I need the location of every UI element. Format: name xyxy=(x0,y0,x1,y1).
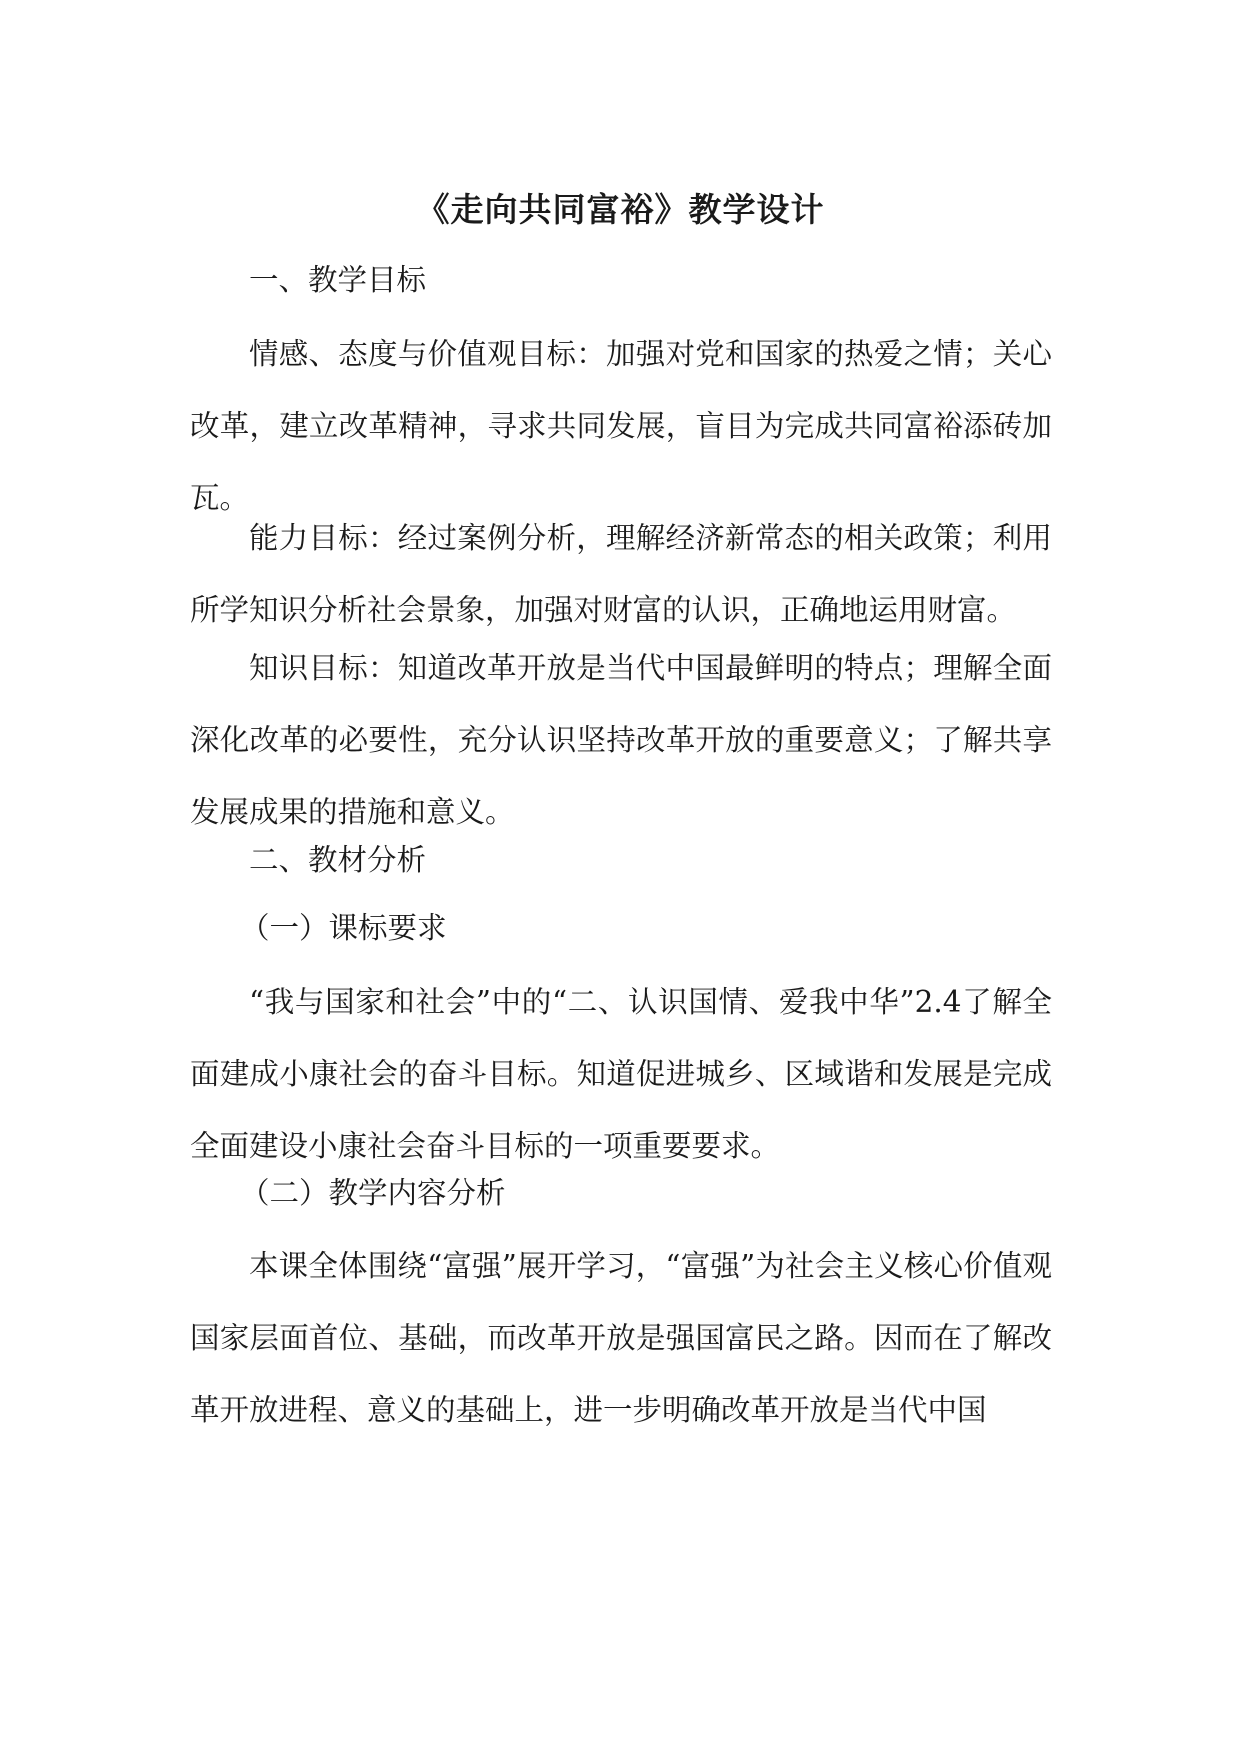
subsection-heading-content-analysis: （二）教学内容分析 xyxy=(240,1176,506,1210)
document-title: 《走向共同富裕》教学设计 xyxy=(416,190,825,229)
paragraph-emotion-goal: 情感、态度与价值观目标：加强对党和国家的热爱之情；关心改革，建立改革精神，寻求共同发展，盲目为完成共同富裕添砖加瓦。 xyxy=(190,337,1052,515)
paragraph-ability-goal: 能力目标：经过案例分析，理解经济新常态的相关政策；利用所学知识分析社会景象，加强对财富的认识，正确地运用财富。 xyxy=(190,521,1052,627)
paragraph-curriculum: “我与国家和社会”中的“二、认识国情、爱我中华”2.4了解全面建成小康社会的奋斗目标。知道促进城乡、区域谐和发展是完成全面建设小康社会奋斗目标的一项重要要求。 xyxy=(190,985,1052,1163)
paragraph-content-analysis: 本课全体围绕“富强”展开学习，“富强”为社会主义核心价值观国家层面首位、基础，而改革开放是强国富民之路。因而在了解改革开放进程、意义的基础上，进一步明确改革开放是当代中国 xyxy=(190,1249,1052,1427)
section-heading-material-analysis: 二、教材分析 xyxy=(249,843,427,877)
subsection-heading-curriculum: （一）课标要求 xyxy=(240,911,447,945)
section-heading-teaching-goals: 一、教学目标 xyxy=(249,263,427,297)
paragraph-knowledge-goal: 知识目标：知道改革开放是当代中国最鲜明的特点；理解全面深化改革的必要性，充分认识坚持改革开放的重要意义；了解共享发展成果的措施和意义。 xyxy=(190,651,1052,829)
